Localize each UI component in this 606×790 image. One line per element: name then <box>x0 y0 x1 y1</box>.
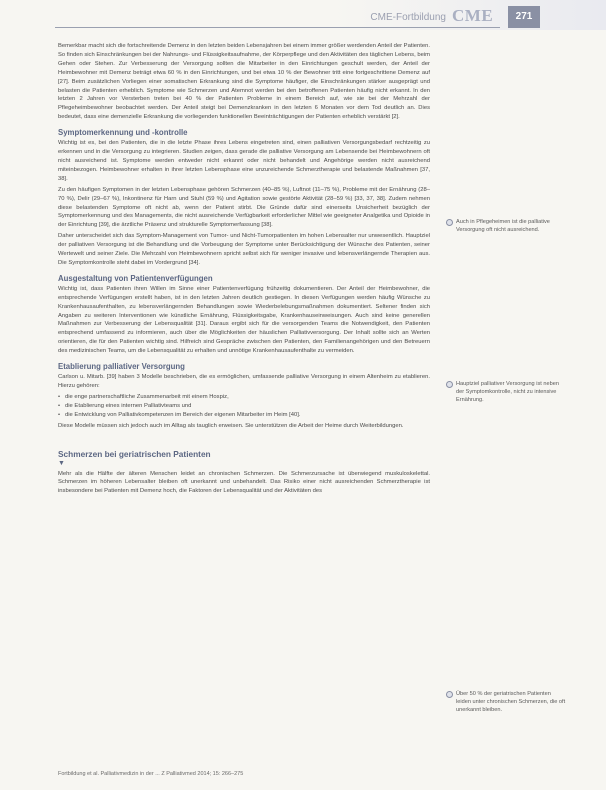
paragraph: Daher unterscheidet sich das Symptom-Management von Tumor- und Nicht-Tumorpatienten im hohen Lebensalter nur unwesentlich. Hauptziel der palliativen Versorgung ist die Behandlung und die Vorbeugung der Symptome unter Berücksichtigung der Wünsche des Patienten, seiner Wertewelt und seiner Ziele. Die Mehrzahl von Heimbewohnern spricht selbst sich für weniger invasive und lebensverlängernde Therapien aus. Die Symptomkontrolle steht dabei im Vordergrund [34]. <box>58 233 430 266</box>
note-dot-icon <box>446 381 453 388</box>
paragraph: Wichtig ist, dass Patienten ihren Willen im Sinne einer Patientenverfügung frühzeitig dokumentieren. Der Anteil der Heimbewohner, die entsprechende Verfügungen erstellt haben, ist in den letzten Jahren deutlich gestiegen. In diesen Verfügungen werden häufig Wünsche zu Krankenhausaufenthalten, zu lebensverlängernden Behandlungen sowie Wiederbelebungsmaßnahmen dokumentiert. Seltener finden sich Angaben zu weiteren Interventionen wie künstliche Ernährung, Flüssigkeitsgabe, Krankenhauseinweisungen. Auch sind keine generellen Maßnahmen zur Verbesserung der Lebensqualität [31]. Daraus ergibt sich für die versorgenden Teams die Notwendigkeit, den Patienten entsprechend umfassend zu informieren, auch über die Möglichkeiten der häuslichen Palliativversorgung. Der Inhalt sollte sich an Werten orientieren, die für den Patienten wichtig sind. Hilfreich sind Gespräche zwischen den Patienten, den Familienangehörigen und den Betreuern des medizinischen Teams, um die Lebensqualität zu erhalten und unnötige Krankenhausaufenthalte zu vermeiden. <box>58 285 430 355</box>
margin-note-text: Über 50 % der geriatrischen Patienten leiden unter chronischen Schmerzen, die oft unerkannt bleiben. <box>456 691 566 714</box>
section-heading-symptoms: Symptomerkennung und -kontrolle <box>58 128 188 138</box>
note-dot-icon <box>446 691 453 698</box>
intro-paragraph: Bemerkbar macht sich die fortschreitende Demenz in den letzten beiden Lebensjahren bei einem immer größer werdenden Anteil der Patienten. So finden sich Einschränkungen bei der Nahrungs- und Flüssigkeitsaufnahme, der Körperpflege und den Aktivitäten des täglichen Lebens, beim Gehen oder Stehen. Zur Verbesserung der Versorgung sollten die Mitarbeiter in den Einrichtungen geschult werden, der Anteil der Heimbewohner mit Demenz beträgt etwa 60 % in den Einrichtungen, und bei etwa 10 % der Bewohner tritt eine fortgeschrittene Demenz auf [27]. Beim zusätzlichen Vorliegen einer somatischen Erkrankung sind die Symptome häufiger, die Einschränkungen stärker ausgeprägt und belasten die Patienten erheblich. Symptome wie Schmerzen und Atemnot werden bei den betroffenen Patienten häufig nicht erkannt. In den letzten 2 Jahren vor Versterben treten bei 40 % der Patienten Probleme in einem Bereich auf, wie sie bei der Mehrzahl der Pflegeheimbewohner beobachtet werden. Der Anteil steigt bei Demenzkranken in den letzten 6 Monaten vor dem Tod deutlich an. Dies bedeutet, dass eine demenzielle Erkrankung die vorliegenden funktionellen Beeinträchtigungen der Patienten erheblich verstärkt [2]. <box>58 43 430 121</box>
header-section-label: CME-Fortbildung <box>370 12 446 23</box>
paragraph: Zu den häufigen Symptomen in der letzten Lebensphase gehören Schmerzen (40–85 %), Luftnot (11–75 %), Probleme mit der Ernährung (28–70 %), Delir (29–67 %), Inkontinenz für Harn und Stuhl (59 %) und Agitation sowie gestörte Aktivität (28–59 %) [33, 37, 38]. Zudem nehmen diese belastenden Symptome oft nicht ab, wenn der Patient stirbt. Die Gründe dafür sind einerseits Unsicherheit bezüglich der Symptomerkennung und des Managements, die nicht ausreichende Verfügbarkeit erforderlicher Mittel wie geeigneter Analgetika und Opioide in der Einrichtung [39], die ärztliche Präsenz und strukturelle Symptomerfassung [38]. <box>58 186 430 229</box>
list-item: • die Entwicklung von Palliativkompetenzen im Bereich der eigenen Mitarbeiter im Heim [40]. <box>58 411 430 420</box>
list-item: • die enge partnerschaftliche Zusammenarbeit mit einem Hospiz, <box>58 393 430 402</box>
cme-logo: CME <box>452 6 494 25</box>
bullet-list <box>58 393 430 420</box>
triangle-down-icon: ▼ <box>58 459 65 467</box>
paragraph: Diese Modelle müssen sich jedoch auch im Alltag als tauglich erweisen. Sie unterstützen die Arbeit der Heime durch Weiterbildungen. <box>58 422 404 429</box>
main-text-column <box>58 42 430 498</box>
footer-citation: Fortbildung et al. Palliativmedizin in der ... Z Palliativmed 2014; 15: 266–275 <box>58 771 244 777</box>
margin-note <box>446 380 566 405</box>
section-heading-pain: Schmerzen bei geriatrischen Patienten <box>58 448 211 459</box>
margin-note <box>446 218 566 234</box>
margin-note-text: Auch in Pflegeheimen ist die palliative Versorgung oft nicht ausreichend. <box>456 219 550 234</box>
section-heading-palliative-care: Etablierung palliativer Versorgung <box>58 362 185 372</box>
paragraph: Mehr als die Hälfte der älteren Menschen leidet an chronischen Schmerzen. Die Schmerzursache ist überwiegend muskuloskelettal. Schmerzen im höheren Lebensalter bleiben oft unerkannt und unbehandelt. Das Risiko einer nicht ausreichenden Schmerztherapie ist insbesondere bei Patienten mit Demenz hoch, die Faktoren der Lebensqualität und der Aktivitäten des <box>58 470 430 495</box>
paragraph: Wichtig ist es, bei den Patienten, die in die letzte Phase ihres Lebens eingetreten sind, einen palliativen Versorgungsbedarf rechtzeitig zu erkennen und in die Versorgung zu integrieren. Studien zeigen, dass gerade die palliative Versorgung am Lebensende bei Heimbewohnern oft nicht ausreichend ist. Symptome werden entweder nicht erkannt oder nicht behandelt und Angehörige werden nicht ausreichend miteinbezogen. Heimbewohner erhalten in ihrer letzten Lebensphase eine unzureichende Schmerztherapie und belastende Maßnahmen [37, 38]. <box>58 140 430 182</box>
header-rule <box>55 27 500 28</box>
margin-note-text: Hauptziel palliativer Versorgung ist neben der Symptomkontrolle, nicht zu intensive Ernährung. <box>456 381 559 404</box>
list-item: • die Etablierung eines internen Palliativteams und <box>58 402 430 411</box>
page-number: 271 <box>508 6 540 28</box>
margin-note <box>446 690 566 715</box>
note-dot-icon <box>446 219 453 226</box>
section-heading-directives: Ausgestaltung von Patientenverfügungen <box>58 273 213 283</box>
paragraph: Carlson u. Mitarb. [39] haben 3 Modelle beschrieben, die es ermöglichen, umfassende palliative Versorgung in einem Altenheim zu etablieren. Hierzu gehören: <box>58 374 430 389</box>
